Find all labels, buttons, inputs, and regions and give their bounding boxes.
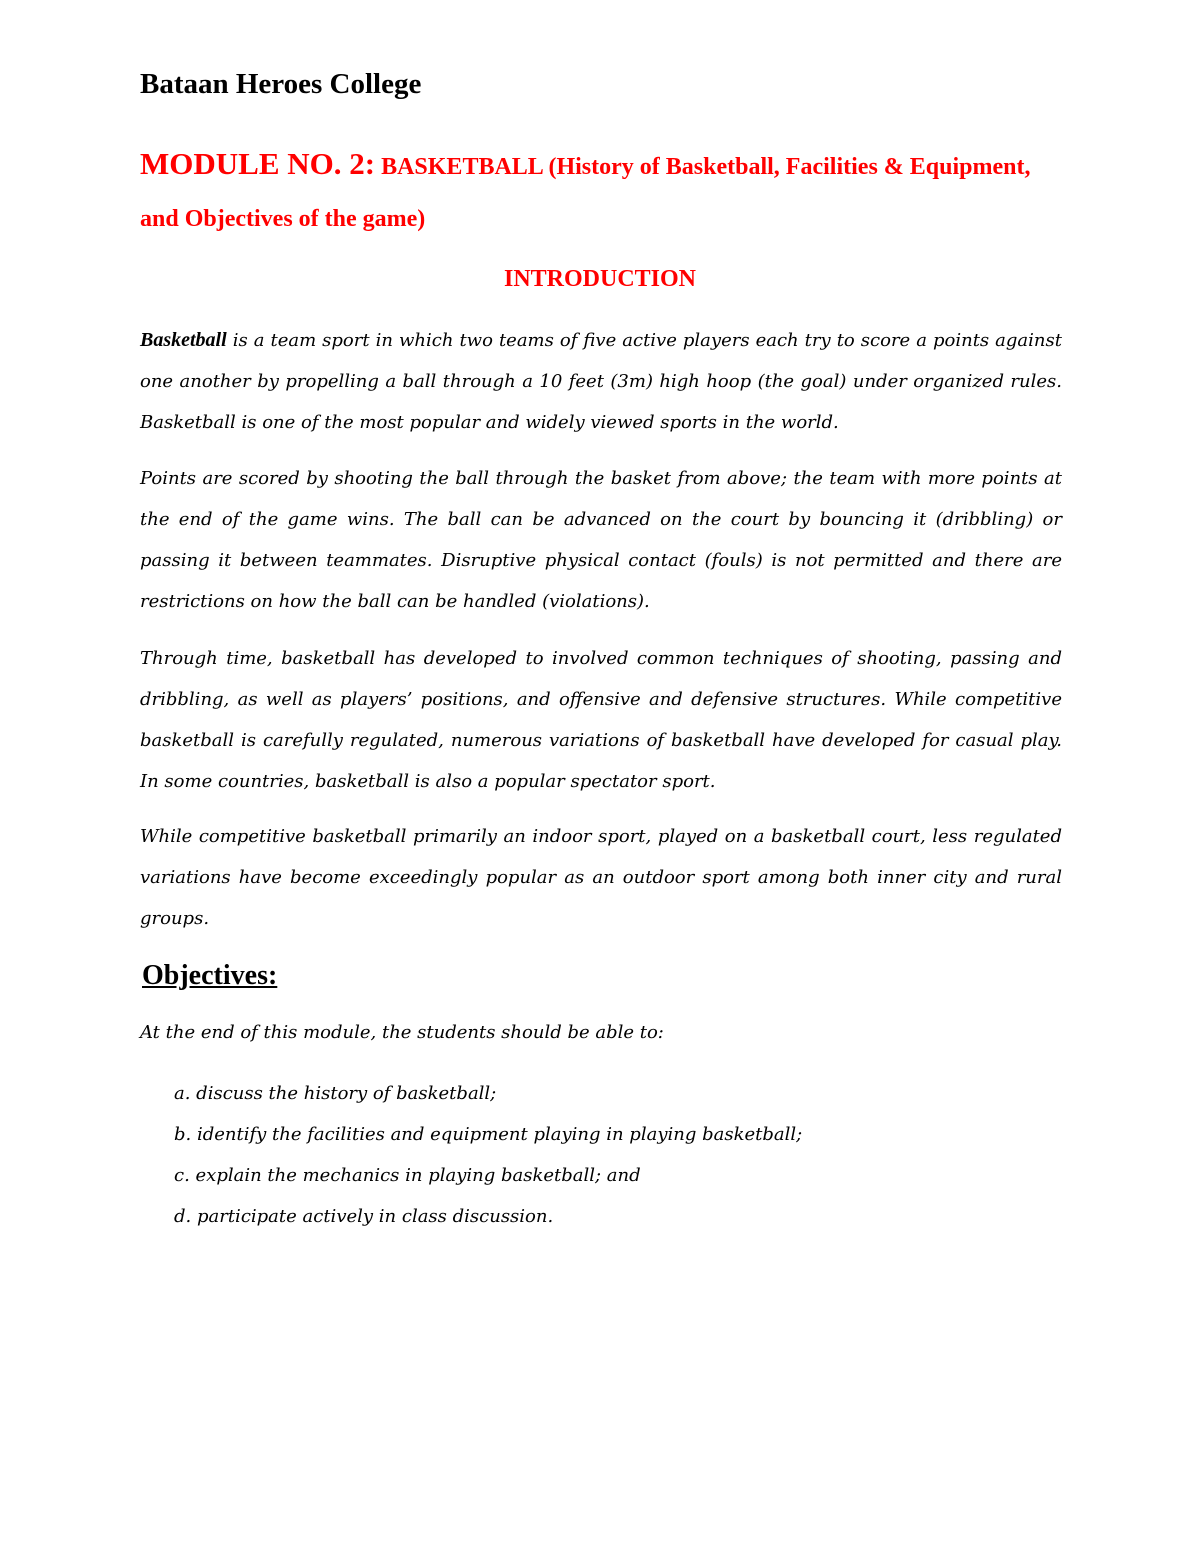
objectives-intro: At the end of this module, the students should be able to:: [140, 1022, 664, 1043]
module-subject: BASKETBALL (History of Basketball, Facilities & Equipment, and Objectives of the game): [140, 154, 1031, 232]
objectives-heading: Objectives:: [142, 960, 278, 991]
intro-paragraph-3: Through time, basketball has developed to involved common techniques of shooting, passing and dribbling, as well as players’ positions, and offensive and defensive structures. While competitive basketball is carefully regulated, numerous variations of basketball have developed for casual play. In some countries, basketball is also a popular spectator sport.: [140, 648, 1062, 792]
introduction-heading: INTRODUCTION: [503, 266, 697, 292]
objective-item-d: d. participate actively in class discussion.: [174, 1206, 554, 1227]
intro-paragraph-1: [140, 320, 1062, 443]
objective-item-c: c. explain the mechanics in playing basketball; and: [174, 1165, 641, 1186]
intro-paragraph-1-lead: Basketball: [140, 329, 227, 351]
objective-item-b: b. identify the facilities and equipment playing in playing basketball;: [174, 1124, 803, 1145]
intro-paragraph-4: While competitive basketball primarily an indoor sport, played on a basketball court, less regulated variations have become exceedingly popular as an outdoor sport among both inner city and rural groups.: [140, 826, 1062, 929]
college-name: Bataan Heroes College: [140, 68, 422, 100]
intro-paragraph-2: Points are scored by shooting the ball through the basket from above; the team with more points at the end of the game wins. The ball can be advanced on the court by bouncing it (dribbling) or passing it between teammates. Disruptive physical contact (fouls) is not permitted and there are restrictions on how the ball can be handled (violations).: [140, 468, 1062, 612]
module-label: MODULE NO. 2:: [140, 146, 376, 181]
objectives-list: [174, 1073, 802, 1237]
objective-item-a: a. discuss the history of basketball;: [174, 1083, 497, 1104]
module-title: [140, 138, 1040, 245]
intro-paragraph-1-text: is a team sport in which two teams of five active players each try to score a points against one another by propelling a ball through a 10 feet (3m) high hoop (the goal) under organized rules. Basketball is one of the most popular and widely viewed sports in the world.: [140, 330, 1062, 433]
